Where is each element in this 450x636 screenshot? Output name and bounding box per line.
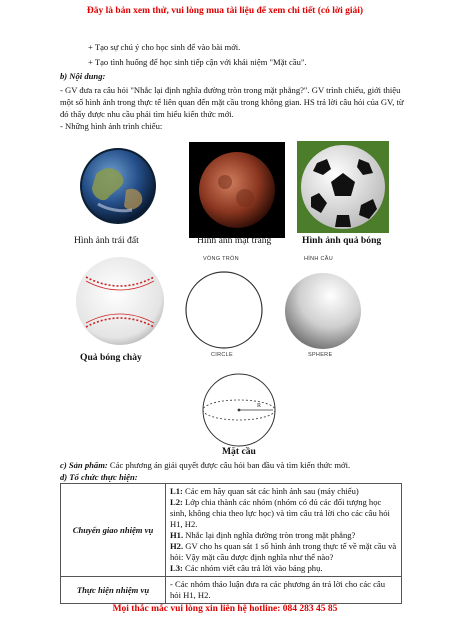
- h2-text: GV cho hs quan sát 1 số hình ảnh trong thực tế về mặt cầu và hỏi: Vậy mặt cầu được định nghĩa như thế nào?: [170, 541, 397, 562]
- football-image: [297, 141, 389, 233]
- section-c-label: c) Sản phẩm:: [60, 460, 108, 470]
- section-d-heading: d) Tổ chức thực hiện:: [60, 472, 138, 482]
- row-label-assign: Chuyển giao nhiệm vụ: [61, 484, 166, 577]
- section-c: [60, 460, 350, 471]
- l2-text: Lớp chia thành các nhóm (nhóm có đủ các đối tượng học sinh, không chia theo lực học) và tìm câu trả lời cho các câu hỏi H1, H2.: [170, 497, 390, 529]
- content-line-3: đó thấy được nhu cầu phải tìm hiểu kiến thức mới.: [60, 109, 234, 119]
- section-b-heading: b) Nội dung:: [60, 71, 106, 81]
- sphere-diagram: [199, 370, 279, 450]
- section-c-text: Các phương án giải quyết được câu hỏi ban đầu và tìm kiến thức mới.: [107, 460, 351, 470]
- circle-top-label: VÒNG TRÒN: [203, 256, 239, 262]
- hotline-footer: Mọi thắc mắc vui lòng xin liên hệ hotline: 084 283 45 85: [112, 604, 338, 614]
- sphere-bottom-label: SPHERE: [308, 352, 333, 358]
- content-line-2: một số hình ảnh trong thực tế liên quan đến mặt cầu trong không gian. HS trả lời câu hỏi của GV, từ: [60, 97, 404, 107]
- radius-label: R: [257, 403, 262, 409]
- h1-tag: H1.: [170, 530, 184, 540]
- baseball-image: [74, 255, 166, 347]
- preview-header: Đây là bản xem thử, vui lòng mua tài liệu để xem chi tiết (có lời giải): [86, 6, 364, 16]
- images-intro: - Những hình ảnh trình chiếu:: [60, 121, 163, 131]
- row-content-execute: - Các nhóm thảo luận đưa ra các phương án trả lời cho các câu hỏi H1, H2.: [166, 577, 402, 604]
- organization-table: [60, 483, 402, 604]
- l1-tag: L1:: [170, 486, 183, 496]
- table-row: [61, 484, 402, 577]
- earth-image: [78, 146, 158, 226]
- row-content-assign: [166, 484, 402, 577]
- moon-image: [189, 142, 285, 238]
- circle-outline: [182, 270, 266, 350]
- sphere-top-label: HÌNH CẦU: [304, 256, 333, 262]
- row-label-execute: Thực hiện nhiệm vụ: [61, 577, 166, 604]
- sphere-shaded: [282, 270, 364, 352]
- baseball-caption: Quả bóng chày: [80, 352, 142, 363]
- moon-caption: Hình ảnh mặt trăng: [197, 235, 272, 246]
- h1-text: Nhắc lại định nghĩa đường tròn trong mặt phẳng?: [183, 530, 356, 540]
- l1-text: Các em hãy quan sát các hình ảnh sau (máy chiếu): [182, 486, 359, 496]
- l2-tag: L2:: [170, 497, 183, 507]
- l3-text: Các nhóm viết câu trả lời vào bảng phụ.: [182, 563, 323, 573]
- circle-bottom-label: CIRCLE: [211, 352, 233, 358]
- bullet-situation: + Tạo tình huống để học sinh tiếp cận với khái niệm "Mặt cầu".: [88, 57, 307, 67]
- l3-tag: L3:: [170, 563, 183, 573]
- table-row: [61, 577, 402, 604]
- football-caption: Hình ảnh quả bóng: [302, 235, 382, 246]
- bullet-attention: + Tạo sự chú ý cho học sinh để vào bài mới.: [88, 42, 241, 52]
- sphere-diagram-caption: Mặt cầu: [222, 446, 256, 457]
- h2-tag: H2.: [170, 541, 184, 551]
- earth-caption: Hình ảnh trái đất: [74, 235, 139, 246]
- content-line-1: - GV đưa ra câu hỏi "Nhắc lại định nghĩa đường tròn trong mặt phẳng?". GV trình chiếu, giới thiệu: [60, 85, 401, 95]
